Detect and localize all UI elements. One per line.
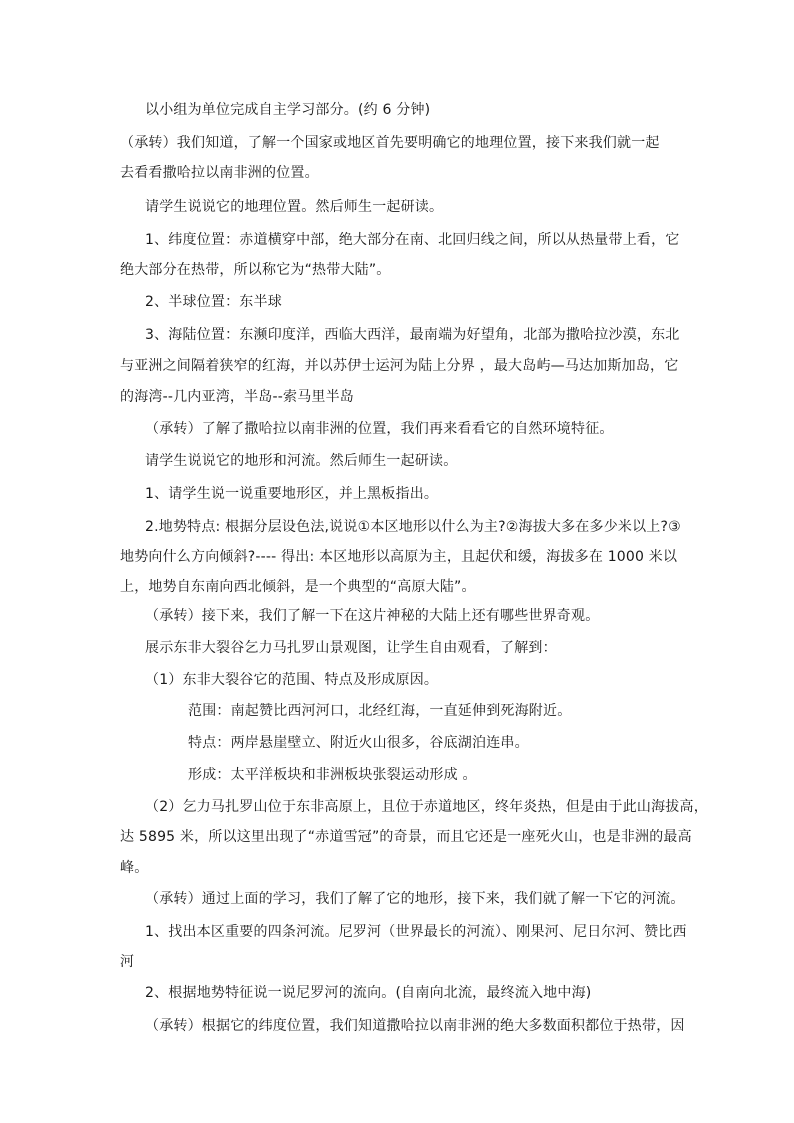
text-line: 特点：两岸悬崖壁立、附近火山很多，谷底湖泊连串。 [188,735,529,751]
text-line: 河 [120,954,135,970]
text-line: 2.地势特点: 根据分层设色法,说说①本区地形以什么为主?②海拔大多在多少米以上?③ [145,519,681,535]
text-line: 3、海陆位置：东濒印度洋，西临大西洋，最南端为好望角，北部为撒哈拉沙漠，东北 [145,327,680,343]
text-line: 上，地势自东南向西北倾斜，是一个典型的“高原大陆”。 [120,579,476,595]
text-line: 绝大部分在热带，所以称它为“热带大陆”。 [120,262,391,278]
text-line: 2、根据地势特征说一说尼罗河的流向。(自南向北流，最终流入地中海) [145,985,592,1001]
text-line: 1、纬度位置：赤道横穿中部，绝大部分在南、北回归线之间，所以从热量带上看，它 [145,232,680,248]
text-line: 达 5895 米，所以这里出现了“赤道雪冠”的奇景，而且它还是一座死火山，也是非洲的最高 [120,829,692,845]
text-line: 2、半球位置：东半球 [145,294,282,310]
text-line: 范围：南起赞比西河河口，北经红海，一直延伸到死海附近。 [188,703,572,719]
text-line: 去看看撒哈拉以南非洲的位置。 [120,165,319,181]
text-line: （承转）我们知道，了解一个国家或地区首先要明确它的地理位置，接下来我们就一起 [120,135,660,151]
text-line: 以小组为单位完成自主学习部分。(约 6 分钟) [145,102,431,118]
text-line: 的海湾--几内亚湾，半岛--索马里半岛 [120,389,355,405]
text-line: （承转）了解了撒哈拉以南非洲的位置，我们再来看看它的自然环境特征。 [145,421,614,437]
text-line: 展示东非大裂谷乞力马扎罗山景观图，让学生自由观看，了解到： [145,640,557,656]
text-line: 1、找出本区重要的四条河流。尼罗河（世界最长的河流）、刚果河、尼日尔河、赞比西 [145,924,687,940]
text-line: 与亚洲之间隔着狭窄的红海，并以苏伊士运河为陆上分界 ，最大岛屿—马达加斯加岛，它 [120,358,679,374]
text-line: （1）东非大裂谷它的范围、特点及形成原因。 [145,672,439,688]
text-line: （2）乞力马扎罗山位于东非高原上，且位于赤道地区，终年炎热，但是由于此山海拔高， [145,799,708,815]
text-line: （承转）通过上面的学习，我们了解了它的地形，接下来，我们就了解一下它的河流。 [145,891,685,907]
text-line: 请学生说说它的地理位置。然后师生一起研读。 [145,199,444,215]
text-line: （承转）根据它的纬度位置，我们知道撒哈拉以南非洲的绝大多数面积都位于热带，因 [145,1018,685,1034]
text-line: （承转）接下来，我们了解一下在这片神秘的大陆上还有哪些世界奇观。 [145,608,600,624]
text-line: 1、请学生说一说重要地形区，并上黑板指出。 [145,486,439,502]
text-line: 地势向什么方向倾斜?---- 得出: 本区地形以高原为主，且起伏和缓，海拔多在 1000 米以 [120,549,678,565]
text-line: 形成：太平洋板块和非洲板块张裂运动形成 。 [188,767,477,783]
text-line: 请学生说说它的地形和河流。然后师生一起研读。 [145,453,458,469]
text-line: 峰。 [120,860,149,876]
